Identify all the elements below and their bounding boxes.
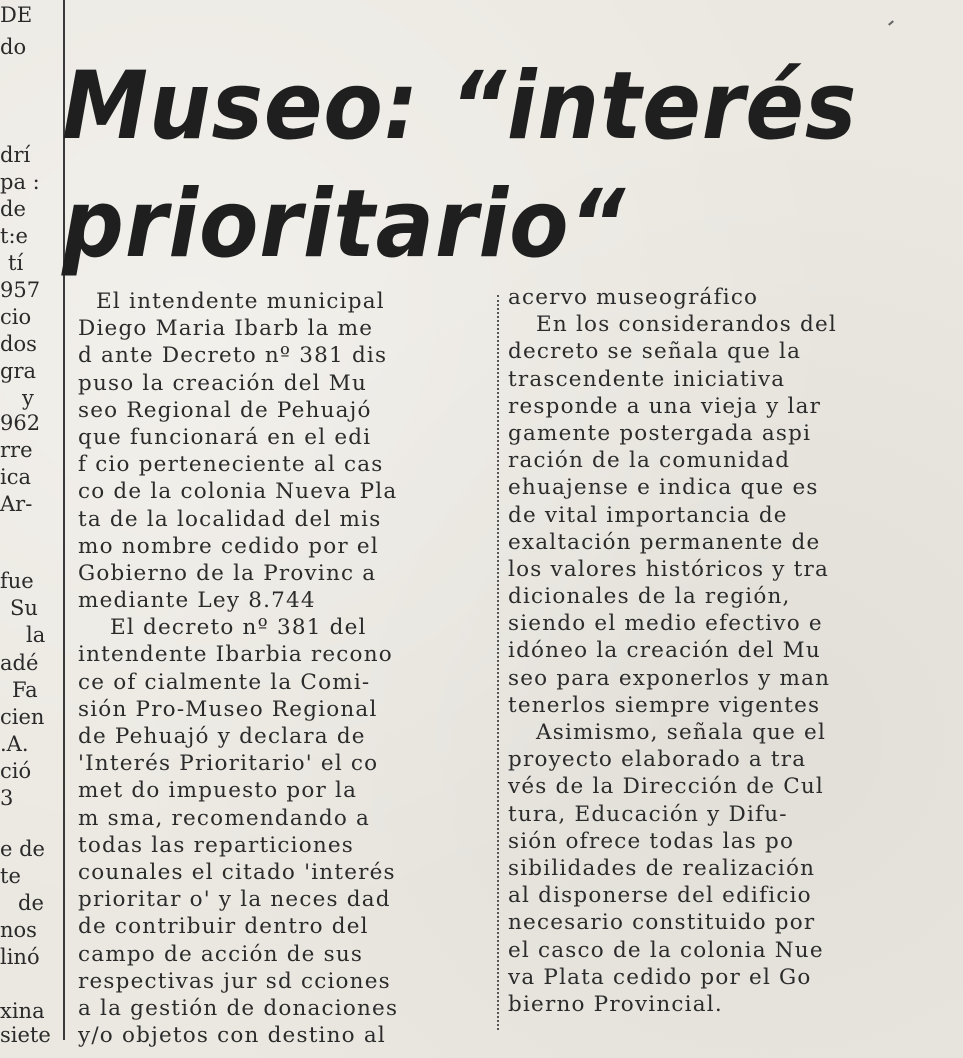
margin-fragment: siete [0, 1023, 51, 1047]
text-line: intendente Ibarbia recono [78, 642, 393, 668]
text-line: a la gestión de donaciones [78, 995, 399, 1021]
text-line: de contribuir dentro del [78, 914, 369, 940]
text-line: de Pehuajó y declara de [78, 724, 366, 749]
text-line: puso la creación del Mu [78, 370, 368, 396]
headline-line-2: prioritario“ [62, 170, 627, 279]
text-line: Diego Maria Ibarb la me [78, 316, 374, 342]
margin-fragment: e de [0, 837, 45, 861]
margin-fragment: fue [0, 569, 34, 593]
text-line: tenerlos siempre vigentes [508, 692, 821, 718]
text-line: los valores históricos y tra [508, 556, 830, 582]
text-line: seo para exponerlos y man [508, 665, 831, 691]
text-line: Gobierno de la Provinc a [78, 560, 377, 586]
text-line: mo nombre cedido por el [78, 533, 379, 559]
headline [62, 48, 872, 284]
text-line: ehuajense e indica que es [508, 475, 819, 501]
margin-fragment: cio [0, 305, 32, 329]
margin-fragment: t:e [0, 224, 28, 248]
text-line: acervo museográfico [508, 285, 759, 310]
text-line: ración de la comunidad [508, 448, 791, 474]
margin-fragment: drí [0, 143, 31, 167]
text-line: dicionales de la región, [508, 584, 791, 610]
margin-fragment: y [22, 386, 34, 410]
text-line: sión Pro-Museo Regional [78, 696, 378, 722]
margin-fragment: rre [0, 438, 33, 462]
margin-fragment: te [0, 864, 21, 888]
text-line: gamente postergada aspi [508, 420, 812, 446]
text-line: ce of cialmente la Comi- [78, 669, 371, 695]
margin-fragment: Ar- [0, 492, 33, 516]
text-line: Asimismo, señala que el [536, 720, 827, 745]
margin-fragment: DE [0, 3, 33, 27]
margin-fragment: 962 [0, 411, 41, 435]
ink-mark [888, 20, 894, 25]
text-line: al disponerse del edificio [508, 883, 812, 909]
article-column-right [508, 284, 948, 1018]
margin-fragment: de [18, 891, 44, 915]
text-line: 'Interés Prioritario' el co [78, 751, 379, 777]
text-line: vés de la Dirección de Cul [508, 774, 824, 800]
text-line: trascendente iniciativa [508, 366, 786, 392]
text-line: campo de acción de sus [78, 941, 364, 967]
headline-line-1: Museo: “interés [62, 52, 858, 161]
margin-fragment: ica [0, 465, 31, 489]
text-line: prioritar o' y la neces dad [78, 887, 391, 913]
text-line: tura, Educación y Difu- [508, 801, 788, 827]
text-line: decreto se señala que la [508, 339, 802, 365]
margin-fragment: cien [0, 705, 45, 729]
text-line: El intendente municipal [96, 289, 385, 314]
margin-fragment: linó [0, 945, 40, 969]
margin-fragment: nos [0, 918, 37, 942]
article-column-left [78, 288, 498, 1049]
text-line: y/o objetos con destino al [78, 1023, 386, 1049]
text-line: En los considerandos del [536, 312, 837, 338]
margin-fragment: de [0, 197, 26, 221]
text-line: de vital importancia de [508, 502, 788, 528]
text-line: respectivas jur sd cciones [78, 968, 391, 994]
margin-fragment: .A. [0, 732, 29, 756]
text-line: counales el citado 'interés [78, 859, 396, 885]
margin-fragment: xina [0, 999, 45, 1023]
text-line: m sma, recomendando a [78, 805, 371, 831]
text-line: exaltación permanente de [508, 529, 821, 555]
text-line: idóneo la creación del Mu [508, 638, 821, 664]
text-line: va Plata cedido por el Go [508, 964, 812, 990]
text-line: proyecto elaborado a tra [508, 747, 807, 773]
text-line: responde a una vieja y lar [508, 393, 822, 419]
margin-fragment: la [26, 623, 46, 647]
margin-fragment: pa : [0, 170, 40, 194]
text-line: sión ofrece todas las po [508, 828, 795, 854]
text-line: El decreto nº 381 del [110, 615, 367, 641]
margin-fragment: dos [0, 332, 37, 356]
adjacent-column-fragments [0, 0, 60, 1058]
margin-fragment: 3 [0, 786, 14, 810]
text-line: siendo el medio efectivo e [508, 611, 823, 637]
text-line: co de la colonia Nueva Pla [78, 479, 398, 505]
margin-fragment: do [0, 35, 27, 59]
text-line: todas las reparticiones [78, 832, 355, 858]
text-line: sibilidades de realización [508, 855, 816, 881]
margin-fragment: adé [0, 651, 39, 675]
text-line: que funcionará en el edi [78, 424, 372, 450]
text-line: met do impuesto por la [78, 778, 358, 804]
text-line: el casco de la colonia Nue [508, 937, 824, 963]
text-line: d ante Decreto nº 381 dis [78, 343, 388, 369]
text-line: necesario constituido por [508, 910, 816, 936]
text-line: mediante Ley 8.744 [78, 588, 316, 614]
text-line: seo Regional de Pehuajó [78, 397, 372, 423]
margin-fragment: 957 [0, 278, 41, 302]
margin-fragment: tí [8, 251, 24, 275]
margin-fragment: gra [0, 359, 37, 383]
text-line: ta de la localidad del mis [78, 506, 382, 532]
text-line: bierno Provincial. [508, 991, 723, 1017]
margin-fragment: Su [10, 596, 38, 620]
text-line: f cio perteneciente al cas [78, 452, 384, 478]
margin-fragment: Fa [12, 678, 38, 702]
margin-fragment: ció [0, 759, 32, 783]
